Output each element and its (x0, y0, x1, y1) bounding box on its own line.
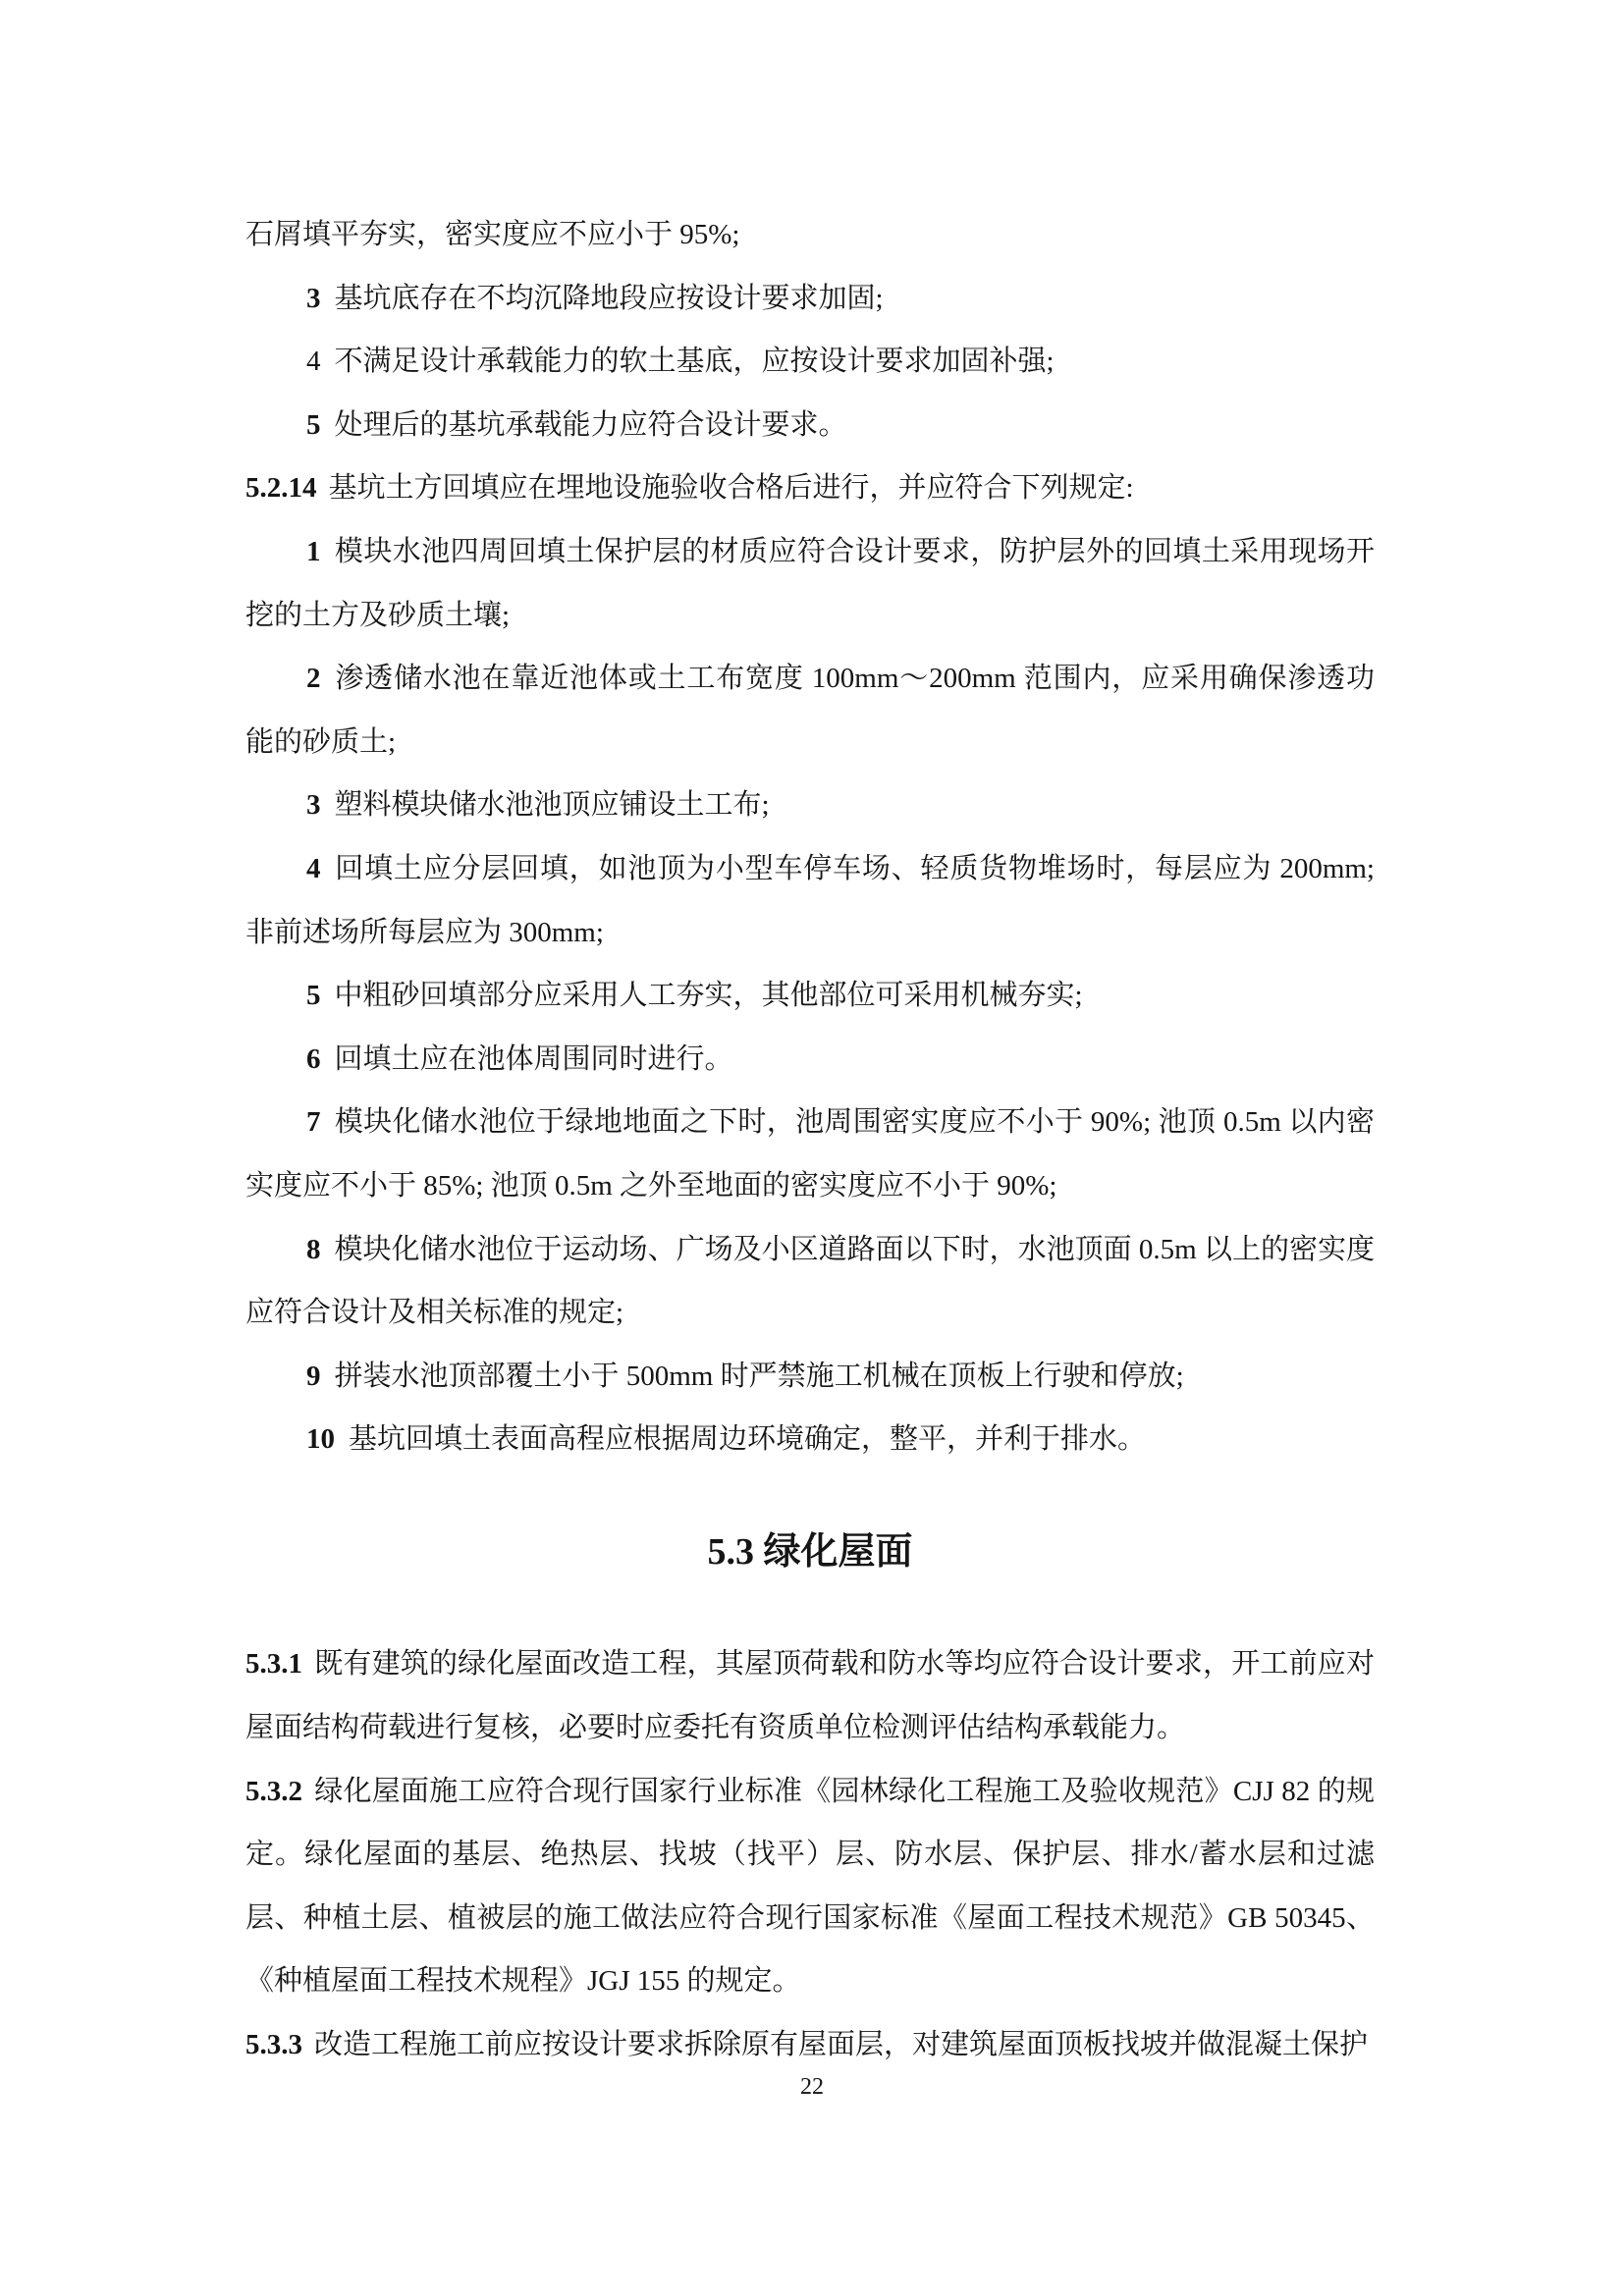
item-number: 9 (306, 1360, 321, 1392)
list-item-2 (245, 647, 1375, 774)
clause-number: 5.2.14 (245, 472, 317, 505)
list-item-1 (245, 520, 1375, 647)
item-number: 5 (306, 980, 321, 1012)
clause-5.2.14 (245, 456, 1375, 520)
item-text: 中粗砂回填部分应采用人工夯实，其他部位可采用机械夯实; (334, 980, 1083, 1012)
item-text: 基坑底存在不均沉降地段应按设计要求加固; (334, 282, 884, 314)
clause-text: 基坑土方回填应在埋地设施验收合格后进行，并应符合下列规定: (328, 472, 1134, 505)
list-item-4 (245, 837, 1375, 964)
item-number: 2 (306, 663, 321, 695)
item-number: 3 (306, 789, 321, 822)
item-text: 回填土应分层回填，如池顶为小型车停车场、轻质货物堆场时，每层应为 200mm; 非前述场所每层应为 300mm; (245, 852, 1375, 948)
clause-text: 既有建筑的绿化屋面改造工程，其屋顶荷载和防水等均应符合设计要求，开工前应对屋面结构荷载进行复核，必要时应委托有资质单位检测评估结构承载能力。 (245, 1648, 1375, 1744)
document-body (245, 203, 1375, 2077)
item-number: 8 (306, 1233, 321, 1265)
section-heading (245, 1521, 1375, 1584)
item-text: 渗透储水池在靠近池体或土工布宽度 100mm～200mm 范围内，应采用确保渗透功能的砂质土; (245, 663, 1375, 758)
list-item-10 (245, 1408, 1375, 1471)
paragraph-continuation (245, 203, 1375, 267)
paragraph-text: 石屑填平夯实，密实度应不应小于 95%; (245, 219, 740, 250)
list-item-7 (245, 1091, 1375, 1217)
item-number: 3 (306, 282, 321, 314)
list-item-9 (245, 1345, 1375, 1409)
item-text: 不满足设计承载能力的软土基底，应按设计要求加固补强; (334, 346, 1055, 378)
item-text: 回填土应在池体周围同时进行。 (334, 1042, 733, 1075)
clause-text: 改造工程施工前应按设计要求拆除原有屋面层，对建筑屋面顶板找坡并做混凝土保护 (314, 2029, 1369, 2061)
clause-5.3.3 (245, 2013, 1375, 2077)
list-item-4 (245, 330, 1375, 394)
item-number: 5 (306, 408, 321, 441)
clause-text: 绿化屋面施工应符合现行国家行业标准《园林绿化工程施工及验收规范》CJJ 82 的规定。绿化屋面的基层、绝热层、找坡（找平）层、防水层、保护层、排水/蓄水层和过滤层、种植土层、植被层的施工做法应符合现行国家标准《屋面工程技术规范》GB 50345、《种植屋面工程技术规程》JGJ 155 的规定。 (245, 1775, 1375, 1998)
item-number: 7 (306, 1106, 321, 1139)
clause-5.3.1 (245, 1632, 1375, 1759)
item-number: 4 (306, 346, 321, 378)
item-text: 模块化储水池位于绿地地面之下时，池周围密实度应不小于 90%; 池顶 0.5m 以内密实度应不小于 85%; 池顶 0.5m 之外至地面的密实度应不小于 90%; (245, 1106, 1375, 1201)
item-number: 6 (306, 1042, 321, 1075)
item-text: 塑料模块储水池池顶应铺设土工布; (334, 789, 770, 822)
page-number: 22 (800, 2074, 824, 2100)
item-text: 处理后的基坑承载能力应符合设计要求。 (334, 408, 847, 441)
item-number: 4 (306, 852, 321, 884)
list-item-8 (245, 1218, 1375, 1345)
list-item-6 (245, 1028, 1375, 1092)
item-text: 基坑回填土表面高程应根据周边环境确定，整平，并利于排水。 (349, 1423, 1147, 1456)
item-text: 模块化储水池位于运动场、广场及小区道路面以下时，水池顶面 0.5m 以上的密实度应符合设计及相关标准的规定; (245, 1233, 1375, 1329)
clause-number: 5.3.1 (245, 1648, 302, 1681)
section-heading-text: 5.3 绿化屋面 (707, 1530, 913, 1573)
clause-number: 5.3.3 (245, 2029, 302, 2061)
list-item-5 (245, 394, 1375, 457)
item-text: 拼装水池顶部覆土小于 500mm 时严禁施工机械在顶板上行驶和停放; (334, 1360, 1184, 1392)
item-number: 1 (306, 535, 321, 567)
clause-5.3.2 (245, 1760, 1375, 2013)
list-item-3 (245, 267, 1375, 331)
list-item-5 (245, 964, 1375, 1028)
clause-number: 5.3.2 (245, 1775, 302, 1807)
item-number: 10 (306, 1423, 335, 1456)
item-text: 模块水池四周回填土保护层的材质应符合设计要求，防护层外的回填土采用现场开挖的土方及砂质土壤; (245, 535, 1375, 631)
list-item-3 (245, 774, 1375, 837)
